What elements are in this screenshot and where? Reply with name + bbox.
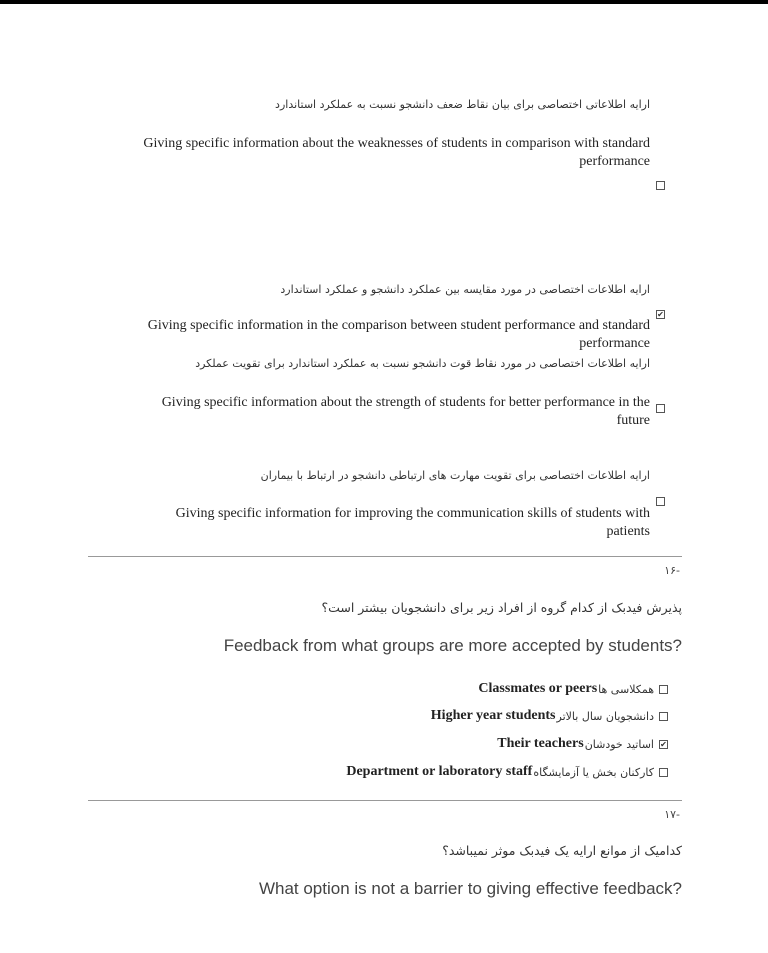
question-16-number: -۱۶ bbox=[664, 564, 680, 577]
item-3-english-text bbox=[90, 394, 650, 430]
item-1-persian-text: ارایه اطلاعاتی اختصاصی برای بیان نقاط ضعف دانشجو نسبت به عملکرد استاندارد bbox=[275, 98, 650, 111]
question-16-english: Feedback from what groups are more accepted by students? bbox=[223, 636, 682, 655]
item-1-english-line2: performance bbox=[579, 154, 650, 169]
item-2-english-text bbox=[90, 317, 650, 353]
option-higher-year-checkbox[interactable] bbox=[659, 712, 668, 721]
item-2-checkbox[interactable]: ✔ bbox=[657, 310, 664, 319]
option-staff-checkbox[interactable] bbox=[659, 768, 668, 777]
option-teachers-persian: اساتید خودشان bbox=[584, 737, 654, 751]
option-higher-year-persian: دانشجویان سال بالاتر bbox=[556, 709, 654, 723]
question-17-number: -۱۷ bbox=[664, 808, 680, 821]
item-2-english-line2: performance bbox=[579, 336, 650, 351]
option-classmates[interactable] bbox=[478, 681, 668, 697]
item-3-checkbox[interactable] bbox=[656, 404, 665, 413]
item-2-english-line1: Giving specific information in the comparison between student performance and standard bbox=[147, 318, 650, 333]
divider-2 bbox=[88, 800, 682, 801]
item-4-english-line1: Giving specific information for improving the communication skills of students with bbox=[175, 506, 650, 521]
option-staff-english: Department or laboratory staff bbox=[346, 764, 533, 779]
option-classmates-english: Classmates or peers bbox=[478, 681, 598, 696]
item-2-persian-text: ارایه اطلاعات اختصاصی در مورد مقایسه بین عملکرد دانشجو و عملکرد استاندارد bbox=[280, 283, 650, 296]
option-higher-year[interactable] bbox=[431, 708, 668, 724]
item-3-english-line1: Giving specific information about the strength of students for better performance in the bbox=[161, 395, 650, 410]
question-17-persian: کدامیک از موانع ارایه یک فیدبک موثر نمیباشد؟ bbox=[442, 843, 682, 858]
option-classmates-persian: همکلاسی ها bbox=[598, 682, 654, 696]
option-staff[interactable] bbox=[346, 764, 668, 780]
option-staff-persian: کارکنان بخش یا آزمایشگاه bbox=[533, 765, 654, 779]
question-17-english: What option is not a barrier to giving effective feedback? bbox=[258, 879, 682, 898]
option-teachers[interactable] bbox=[497, 736, 668, 752]
item-1-english-line1: Giving specific information about the weaknesses of students in comparison with standard bbox=[143, 136, 650, 151]
question-16-persian: پذیرش فیدبک از کدام گروه از افراد زیر برای دانشجویان بیشتر است؟ bbox=[321, 600, 682, 615]
item-3-english-line2: future bbox=[616, 413, 650, 428]
top-edge-bar bbox=[0, 0, 768, 4]
option-teachers-checkbox[interactable]: ✔ bbox=[660, 739, 667, 749]
item-4-checkbox[interactable] bbox=[656, 497, 665, 506]
divider-1 bbox=[88, 556, 682, 557]
item-1-checkbox[interactable] bbox=[656, 181, 665, 190]
item-3-persian-text: ارایه اطلاعات اختصاصی در مورد نقاط قوت دانشجو نسبت به عملکرد استاندارد برای تقویت عملکرد bbox=[195, 357, 650, 370]
option-teachers-english: Their teachers bbox=[497, 736, 584, 751]
option-classmates-checkbox[interactable] bbox=[659, 685, 668, 694]
option-higher-year-english: Higher year students bbox=[430, 708, 556, 723]
item-4-english-text bbox=[90, 505, 650, 541]
item-4-persian-text: ارایه اطلاعات اختصاصی برای تقویت مهارت های ارتباطی دانشجو در ارتباط با بیماران bbox=[260, 469, 650, 482]
item-4-english-line2: patients bbox=[606, 524, 650, 539]
item-1-english-text bbox=[90, 135, 650, 171]
